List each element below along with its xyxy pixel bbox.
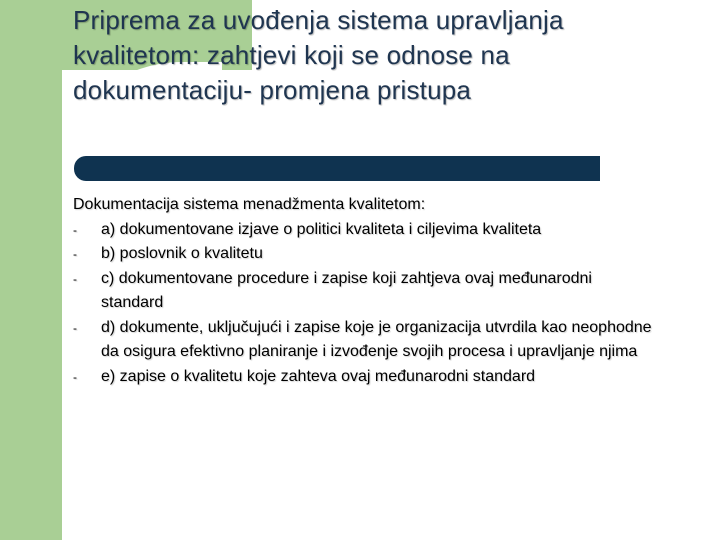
list-item-text: d) dokumente, uključujući i zapise koje je organizacija utvrdila kao neophodne da osigura efektivno planiranje i izvođenje svojih procesa i upravljanje njima (101, 318, 652, 360)
list-item (73, 316, 673, 365)
list-item (73, 365, 673, 390)
title-divider-bar (74, 156, 600, 181)
list-item (73, 218, 673, 243)
dash-bullet-icon: - (73, 247, 77, 261)
list-item (73, 267, 673, 316)
dash-bullet-icon: - (73, 369, 77, 384)
left-green-band (0, 0, 62, 540)
list-item-text: c) dokumentovane procedure i zapise koji zahtjeva ovaj međunarodni standard (101, 269, 592, 311)
slide-body (73, 193, 673, 389)
list-item-text: b) poslovnik o kvalitetu (101, 245, 263, 262)
slide-title: Priprema za uvođenja sistema upravljanja kvalitetom: zahtjevi koji se odnose na dokumentaciju- promjena pristupa (73, 5, 564, 105)
dash-bullet-icon: - (73, 271, 77, 286)
dash-bullet-icon: - (73, 222, 77, 237)
intro-text: Dokumentacija sistema menadžmenta kvalitetom: (73, 196, 426, 213)
dash-bullet-icon: - (73, 320, 77, 335)
list-item (73, 242, 673, 267)
list-item-text: e) zapise o kvalitetu koje zahteva ovaj međunarodni standard (101, 367, 536, 385)
bullet-list (73, 218, 673, 390)
list-item-text: a) dokumentovane izjave o politici kvaliteta i ciljevima kvaliteta (101, 220, 542, 238)
